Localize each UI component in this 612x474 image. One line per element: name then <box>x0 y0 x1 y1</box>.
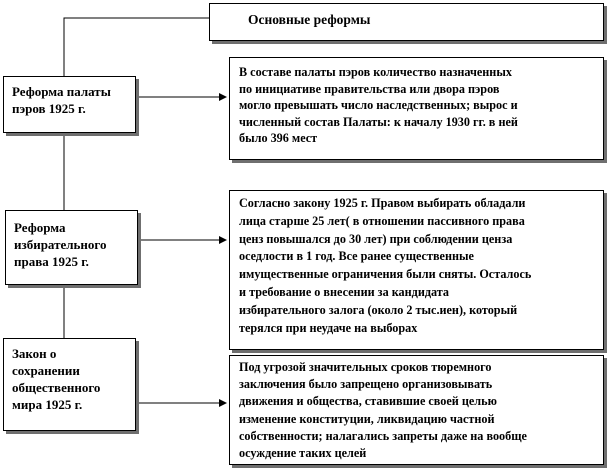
title-connector-line <box>64 18 209 76</box>
reform-desc-line: собственности; налагались запреты даже на вообще <box>239 428 527 443</box>
reform-name-line: избирательного <box>14 237 107 252</box>
reform-desc-line: лица старше 25 лет( в отношении пассивного права <box>239 213 525 228</box>
reform-name-line: общественного <box>12 380 101 395</box>
reform-desc-line: могло превышать число наследственных; вырос и <box>239 98 518 112</box>
reform-name-line: Реформа <box>14 220 66 235</box>
reform-desc-line: было 396 мест <box>239 131 318 145</box>
reform-desc-box-2 <box>229 190 604 350</box>
reform-desc-line: имущественные ограничения были сняты. Осталось <box>239 267 532 282</box>
reform-name-line: права 1925 г. <box>14 254 89 269</box>
reform-name-line: мира 1925 г. <box>12 397 83 412</box>
reform-desc-line: движения и общества, ставившие своей целью <box>239 394 497 409</box>
reform-name-line: пэров 1925 г. <box>12 101 86 116</box>
reform-name-line: Реформа палаты <box>12 84 111 99</box>
reform-desc-line: и требование о внесении за кандидата <box>239 284 450 299</box>
reform-name-box-1 <box>3 76 136 133</box>
reform-name-box-3 <box>3 338 136 431</box>
reform-desc-line: В составе палаты пэров количество назначенных <box>239 65 512 79</box>
reform-desc-line: осуждение таких целей <box>239 446 367 461</box>
reform-desc-line: терялся при неудаче на выборах <box>239 320 418 335</box>
reform-desc-line: ценз повышался до 30 лет) при соблюдении ценза <box>239 231 513 246</box>
reform-desc-line: избирательного залога (около 2 тыс.иен), который <box>239 302 518 317</box>
reform-desc-box-1 <box>229 57 604 160</box>
reform-desc-line: численный состав Палаты: к началу 1930 гг. в ней <box>239 114 518 129</box>
reform-desc-line: заключения было запрещено организовывать <box>239 377 493 392</box>
reform-desc-line: оседлости в 1 год. Все ранее существенные <box>239 249 474 264</box>
title-box <box>209 3 604 41</box>
reform-desc-line: изменение конституции, ликвидацию частной <box>239 411 495 426</box>
reform-name-box-2 <box>5 210 138 285</box>
reform-desc-box-3 <box>229 355 604 465</box>
reform-desc-line: Под угрозой значительных сроков тюремного <box>239 360 492 374</box>
reform-desc-line: по инициативе правительства или двора пэров <box>239 81 500 96</box>
reform-name-line: сохранении <box>12 363 80 378</box>
reform-desc-line: Согласно закону 1925 г. Правом выбирать обладали <box>239 196 526 210</box>
diagram-title: Основные реформы <box>248 12 371 27</box>
reform-name-line: Закон о <box>12 346 57 361</box>
